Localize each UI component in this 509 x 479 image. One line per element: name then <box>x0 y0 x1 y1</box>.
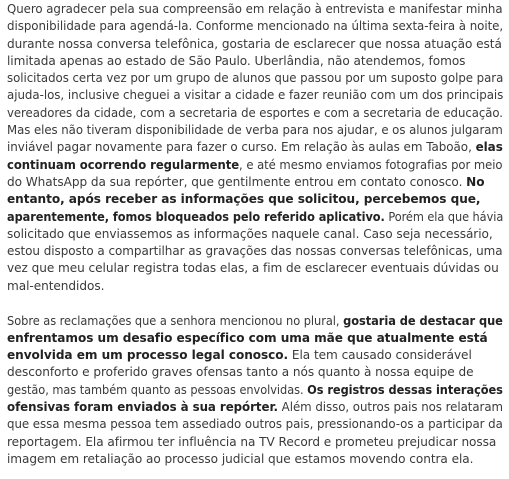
text-run: vez que meu celular registra todas elas, a fim de esclarecer eventuais dúvidas ou <box>7 261 499 276</box>
bold-text-run: entanto, após receber as informações que solicitou, percebemos que, <box>7 192 481 207</box>
text-run: gestão, mas também quanto as pessoas envolvidas. <box>7 382 308 397</box>
text-run: Sobre as reclamações que a senhora mencionou no plural, <box>7 313 344 328</box>
text-run: reportagem. Ela afirmou ter influência na TV Record e prometeu prejudicar nossa <box>7 434 497 449</box>
text-run: , e até mesmo enviamos fotografias por meio <box>239 157 503 172</box>
text-line <box>7 87 504 104</box>
text-line <box>7 399 504 416</box>
text-run: Mas eles não tiveram disponibilidade de verba para nos ajudar, e os alunos julgaram <box>7 123 503 138</box>
text-run: disponibilidade para agendá-la. Conforme mencionado na última sexta-feira à noite, <box>7 19 504 34</box>
text-run: Quero agradecer pela sua compreensão em relação à entrevista e manifestar minha <box>7 2 503 16</box>
text-run: ajuda-los, inclusive cheguei a visitar a cidade e fazer reunião com um dos principais <box>7 88 504 103</box>
bold-text-run: Os registros dessas interações <box>307 382 503 397</box>
text-run: do WhatsApp da sua repórter, que gentilmente entrou em contato conosco. <box>7 174 467 189</box>
text-line <box>7 209 504 226</box>
text-line <box>7 18 504 35</box>
text-line <box>7 313 503 330</box>
bold-text-run: enfrentamos um desafio específico com uma mãe que atualmente está <box>7 330 488 345</box>
text-run: imagem em retaliação ao processo judicial que estamos movendo contra ela. <box>7 451 474 466</box>
text-line <box>7 1 503 18</box>
paragraph-2 <box>7 313 503 469</box>
text-run: inviável pagar novamente para fazer o curso. Em relação às aulas em Taboão, <box>7 140 476 155</box>
text-line <box>7 278 503 295</box>
bold-text-run: continuam ocorrendo regularmente <box>7 157 240 172</box>
text-line <box>7 122 503 139</box>
paragraph-1 <box>7 1 503 295</box>
text-run: Ela tem causado considerável <box>288 348 472 363</box>
text-line <box>7 157 503 174</box>
text-line <box>7 243 503 260</box>
text-line <box>7 364 503 381</box>
text-line <box>7 174 503 191</box>
text-line <box>7 70 504 87</box>
letter-document <box>7 1 503 468</box>
text-line <box>7 105 503 122</box>
bold-text-run: envolvida em um processo legal conosco. <box>7 348 289 363</box>
text-run: durante nossa conversa telefônica, gostaria de esclarecer que nossa atuação está <box>7 36 502 51</box>
bold-text-run: elas <box>475 140 503 155</box>
text-line <box>7 347 503 364</box>
text-line <box>7 53 503 70</box>
text-line <box>7 226 503 243</box>
text-line <box>7 330 503 347</box>
text-run: mal-entendidos. <box>7 278 105 293</box>
text-line <box>7 139 503 156</box>
bold-text-run: aparentemente, fomos bloqueados pelo referido aplicativo. <box>7 209 385 224</box>
bold-text-run: No <box>466 174 485 189</box>
text-line <box>7 260 503 277</box>
bold-text-run: gostaria de destacar que <box>343 313 503 328</box>
bold-text-run: ofensivas foram enviados à sua repórter. <box>7 400 278 415</box>
text-run: estou disposto a compartilhar as gravações das nossas conversas telefônicas, uma <box>7 244 503 259</box>
text-run: Além disso, outros pais nos relataram <box>277 400 504 415</box>
text-run: que essa mesma pessoa tem assediado outros pais, pressionando-os a participar da <box>7 417 503 432</box>
text-line <box>7 191 503 208</box>
text-run: Porém ela que hávia <box>384 209 504 224</box>
text-run: solicitado que enviassemos as informações naquele canal. Caso seja necessário, <box>7 226 493 241</box>
text-line <box>7 36 503 53</box>
text-line <box>7 382 503 399</box>
text-run: limitada apenas ao estado de São Paulo. Uberlândia, não atendemos, fomos <box>7 53 466 68</box>
text-line <box>7 434 503 451</box>
text-run: desconforto e proferido graves ofensas tanto a nós quanto à nossa equipe de <box>7 365 474 380</box>
text-run: vereadores da cidade, com a secretaria de esportes e com a secretaria de educação. <box>7 105 503 120</box>
text-line <box>7 451 503 468</box>
text-line <box>7 416 503 433</box>
text-run: solicitados certa vez por um grupo de alunos que passou por um suposto golpe para <box>7 71 504 86</box>
